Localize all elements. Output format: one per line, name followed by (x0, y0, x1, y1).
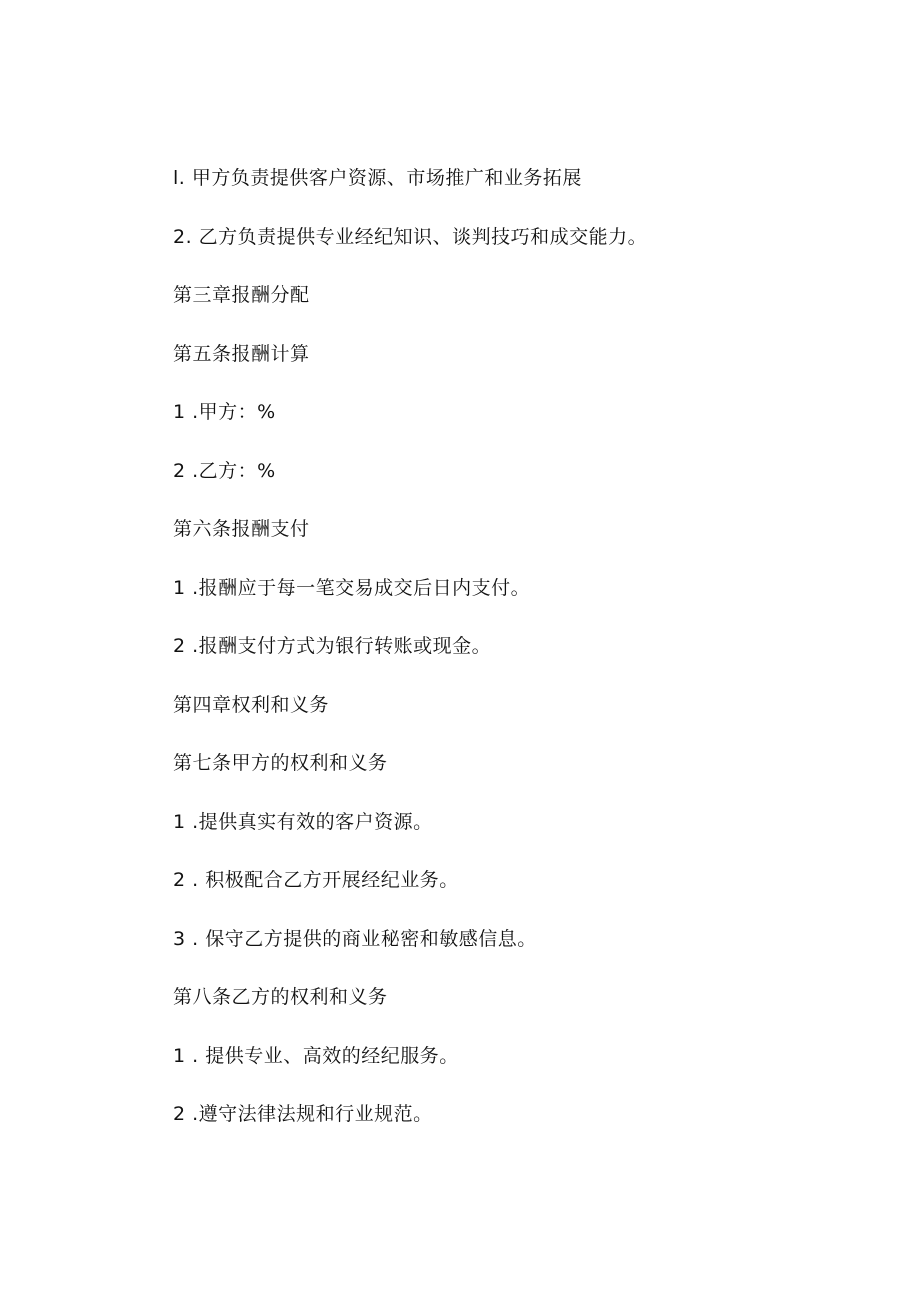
list-item: 1 .报酬应于每一笔交易成交后日内支付。 (173, 577, 531, 599)
article-heading: 第八条乙方的权利和义务 (173, 986, 388, 1008)
list-item: 2 .报酬支付方式为银行转账或现金。 (173, 635, 492, 657)
list-item: 1 . 提供专业、高效的经纪服务。 (173, 1045, 459, 1067)
list-item: 3 . 保守乙方提供的商业秘密和敏感信息。 (173, 928, 537, 950)
list-item: l. 甲方负责提供客户资源、市场推广和业务拓展 (173, 167, 582, 189)
list-item: 2. 乙方负责提供专业经纪知识、谈判技巧和成交能力。 (173, 226, 648, 248)
list-item: 2 .乙方：% (173, 460, 276, 482)
list-item: 1 .甲方：% (173, 401, 276, 423)
list-item: 2 . 积极配合乙方开展经纪业务。 (173, 869, 459, 891)
list-item: 1 .提供真实有效的客户资源。 (173, 811, 433, 833)
chapter-heading: 第三章报酬分配 (173, 284, 310, 306)
list-item: 2 .遵守法律法规和行业规范。 (173, 1103, 433, 1125)
article-heading: 第七条甲方的权利和义务 (173, 752, 388, 774)
article-heading: 第六条报酬支付 (173, 518, 310, 540)
chapter-heading: 第四章权利和义务 (173, 694, 330, 716)
article-heading: 第五条报酬计算 (173, 343, 310, 365)
